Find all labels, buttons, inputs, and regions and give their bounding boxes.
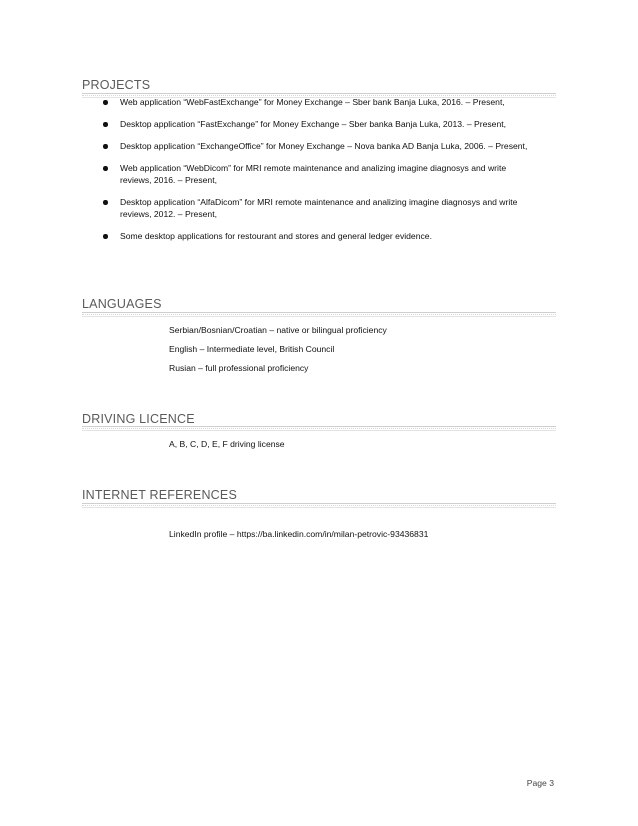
- bullet-icon: [103, 234, 108, 239]
- internet-references-heading: INTERNET REFERENCES: [82, 488, 237, 502]
- driving-licence-divider: [82, 426, 556, 431]
- bullet-icon: [103, 166, 108, 171]
- linkedin-profile-text: LinkedIn profile – https://ba.linkedin.com/in/milan-petrovic-93436831: [169, 529, 429, 539]
- page-number: Page 3: [526, 778, 554, 788]
- driving-licence-heading: DRIVING LICENCE: [82, 412, 195, 426]
- list-item: [100, 96, 540, 108]
- project-text: Some desktop applications for restourant and stores and general ledger evidence.: [120, 231, 432, 241]
- project-text: Web application “WebDicom” for MRI remote maintenance and analizing imagine diagnosys and write reviews, 2016. – Present,: [120, 163, 507, 185]
- driving-licence-text: A, B, C, D, E, F driving license: [169, 439, 285, 449]
- language-item: English – Intermediate level, British Council: [169, 344, 335, 354]
- list-item: [100, 140, 540, 152]
- project-text: Desktop application “ExchangeOffice” for Money Exchange – Nova banka AD Banja Luka, 2006. – Present,: [120, 141, 528, 151]
- projects-heading: PROJECTS: [82, 78, 151, 92]
- internet-references-divider: [82, 503, 556, 508]
- language-item: Serbian/Bosnian/Croatian – native or bilingual proficiency: [169, 325, 387, 335]
- project-text: Desktop application “AlfaDicom” for MRI remote maintenance and analizing imagine diagnosys and write reviews, 2012. – Present,: [120, 197, 518, 219]
- bullet-icon: [103, 200, 108, 205]
- language-item: Rusian – full professional proficiency: [169, 363, 309, 373]
- project-text: Web application “WebFastExchange” for Money Exchange – Sber bank Banja Luka, 2016. – Present,: [120, 97, 505, 107]
- list-item: [100, 230, 540, 242]
- bullet-icon: [103, 100, 108, 105]
- list-item: [100, 196, 540, 220]
- list-item: [100, 118, 540, 130]
- languages-heading: LANGUAGES: [82, 297, 162, 311]
- list-item: [100, 162, 540, 186]
- bullet-icon: [103, 144, 108, 149]
- languages-divider: [82, 312, 556, 317]
- project-text: Desktop application “FastExchange” for Money Exchange – Sber banka Banja Luka, 2013. – Present,: [120, 119, 506, 129]
- projects-list: [100, 96, 540, 252]
- bullet-icon: [103, 122, 108, 127]
